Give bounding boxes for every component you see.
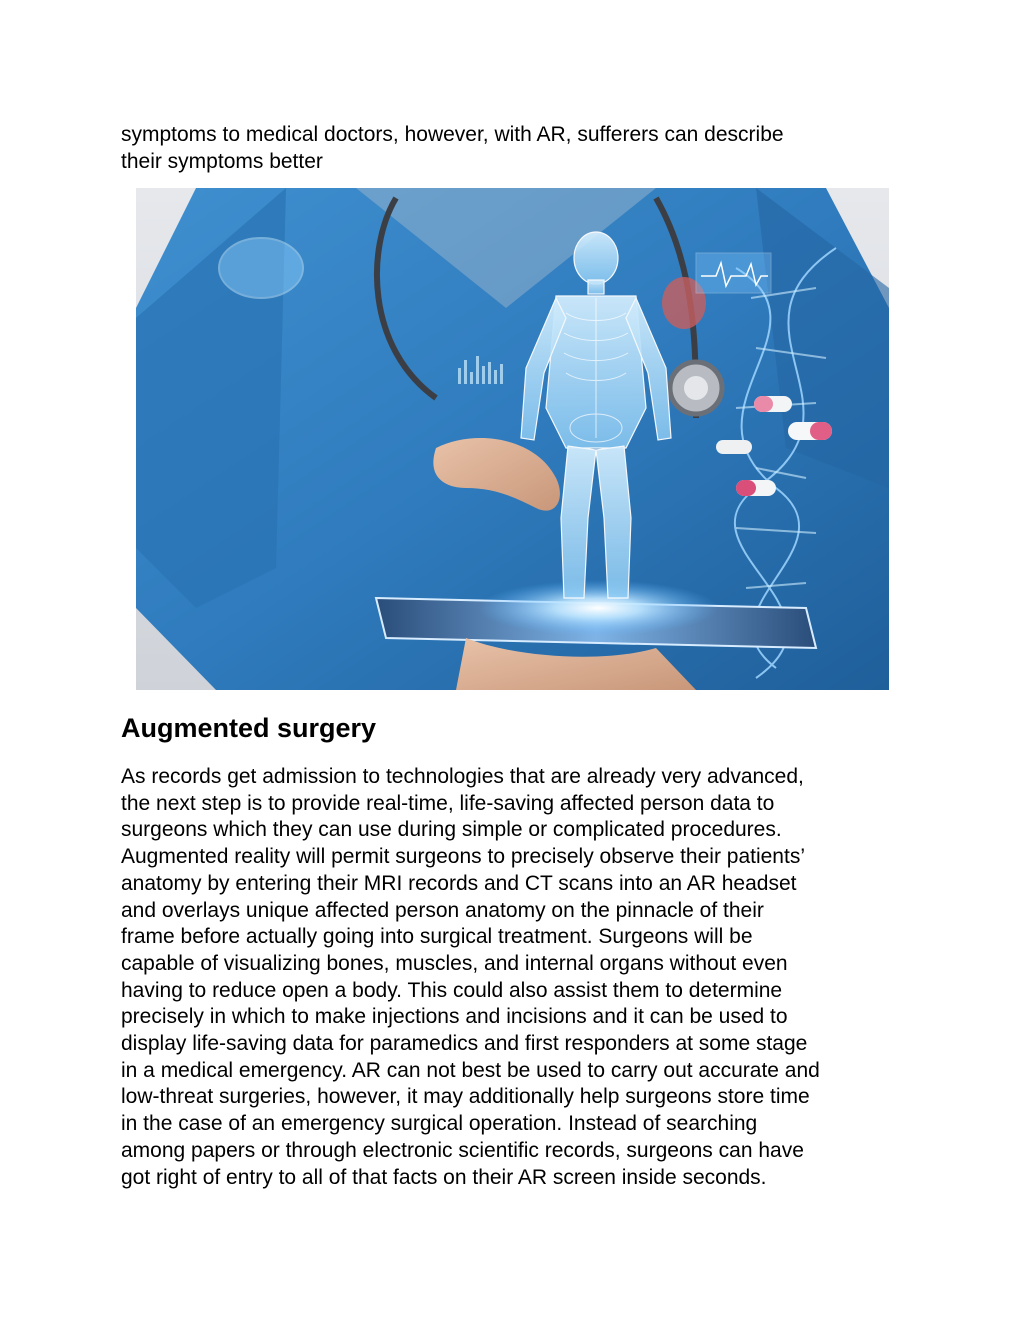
section-body [121,764,921,1191]
body-line: precisely in which to make injections and incisions and it can be used to [121,1005,788,1029]
body-line: surgeons which they can use during simple or complicated procedures. [121,818,782,842]
intro-line: symptoms to medical doctors, however, with AR, sufferers can describe [121,123,784,146]
body-line: in a medical emergency. AR can not best be used to carry out accurate and [121,1058,820,1082]
body-line: among papers or through electronic scientific records, surgeons can have [121,1138,804,1162]
intro-line: their symptoms better [121,150,323,173]
body-line: the next step is to provide real-time, life-saving affected person data to [121,791,775,815]
body-line: capable of visualizing bones, muscles, and internal organs without even [121,951,788,975]
section-heading: Augmented surgery [121,713,377,743]
illustration-graphic [136,188,889,690]
body-line: frame before actually going into surgical treatment. Surgeons will be [121,925,753,949]
body-line: in the case of an emergency surgical operation. Instead of searching [121,1112,758,1136]
body-line: display life-saving data for paramedics and first responders at some stage [121,1032,808,1056]
body-line: got right of entry to all of that facts on their AR screen inside seconds. [121,1165,767,1189]
body-line: Augmented reality will permit surgeons to precisely observe their patients’ [121,845,805,869]
medical-ar-illustration [136,188,889,690]
body-line: having to reduce open a body. This could also assist them to determine [121,978,783,1002]
body-line: anatomy by entering their MRI records and CT scans into an AR headset [121,871,797,895]
body-line: and overlays unique affected person anatomy on the pinnacle of their [121,898,764,922]
body-line: low-threat surgeries, however, it may additionally help surgeons store time [121,1085,810,1109]
body-line: As records get admission to technologies that are already very advanced, [121,765,804,788]
intro-paragraph [121,121,911,175]
